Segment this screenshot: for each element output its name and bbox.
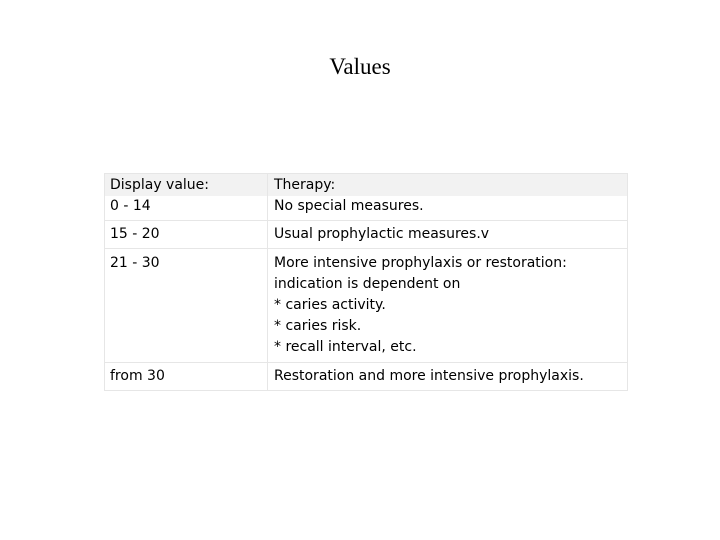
header-therapy: Therapy: — [268, 174, 628, 197]
therapy-line: Usual prophylactic measures.v — [274, 226, 490, 242]
table-row — [105, 196, 628, 221]
row-therapy — [268, 363, 628, 391]
row-value: from 30 — [105, 363, 268, 391]
row-value: 21 - 30 — [105, 249, 268, 363]
table-row — [105, 221, 628, 249]
therapy-line: More intensive prophylaxis or restoration: — [274, 255, 567, 271]
therapy-line: indication is dependent on — [274, 276, 461, 292]
row-therapy — [268, 221, 628, 249]
row-therapy — [268, 196, 628, 221]
therapy-line: * caries activity. — [274, 297, 386, 313]
row-therapy — [268, 249, 628, 363]
therapy-line: No special measures. — [274, 198, 424, 214]
row-value: 15 - 20 — [105, 221, 268, 249]
page-title: Values — [329, 54, 391, 79]
table-row — [105, 249, 628, 363]
therapy-line: * recall interval, etc. — [274, 339, 417, 355]
values-table — [104, 173, 628, 391]
row-value: 0 - 14 — [105, 196, 268, 221]
table-row — [105, 363, 628, 391]
therapy-line: Restoration and more intensive prophylaxis. — [274, 368, 584, 384]
header-display-value: Display value: — [105, 174, 268, 197]
therapy-line: * caries risk. — [274, 318, 362, 334]
table-header-row — [105, 174, 628, 197]
